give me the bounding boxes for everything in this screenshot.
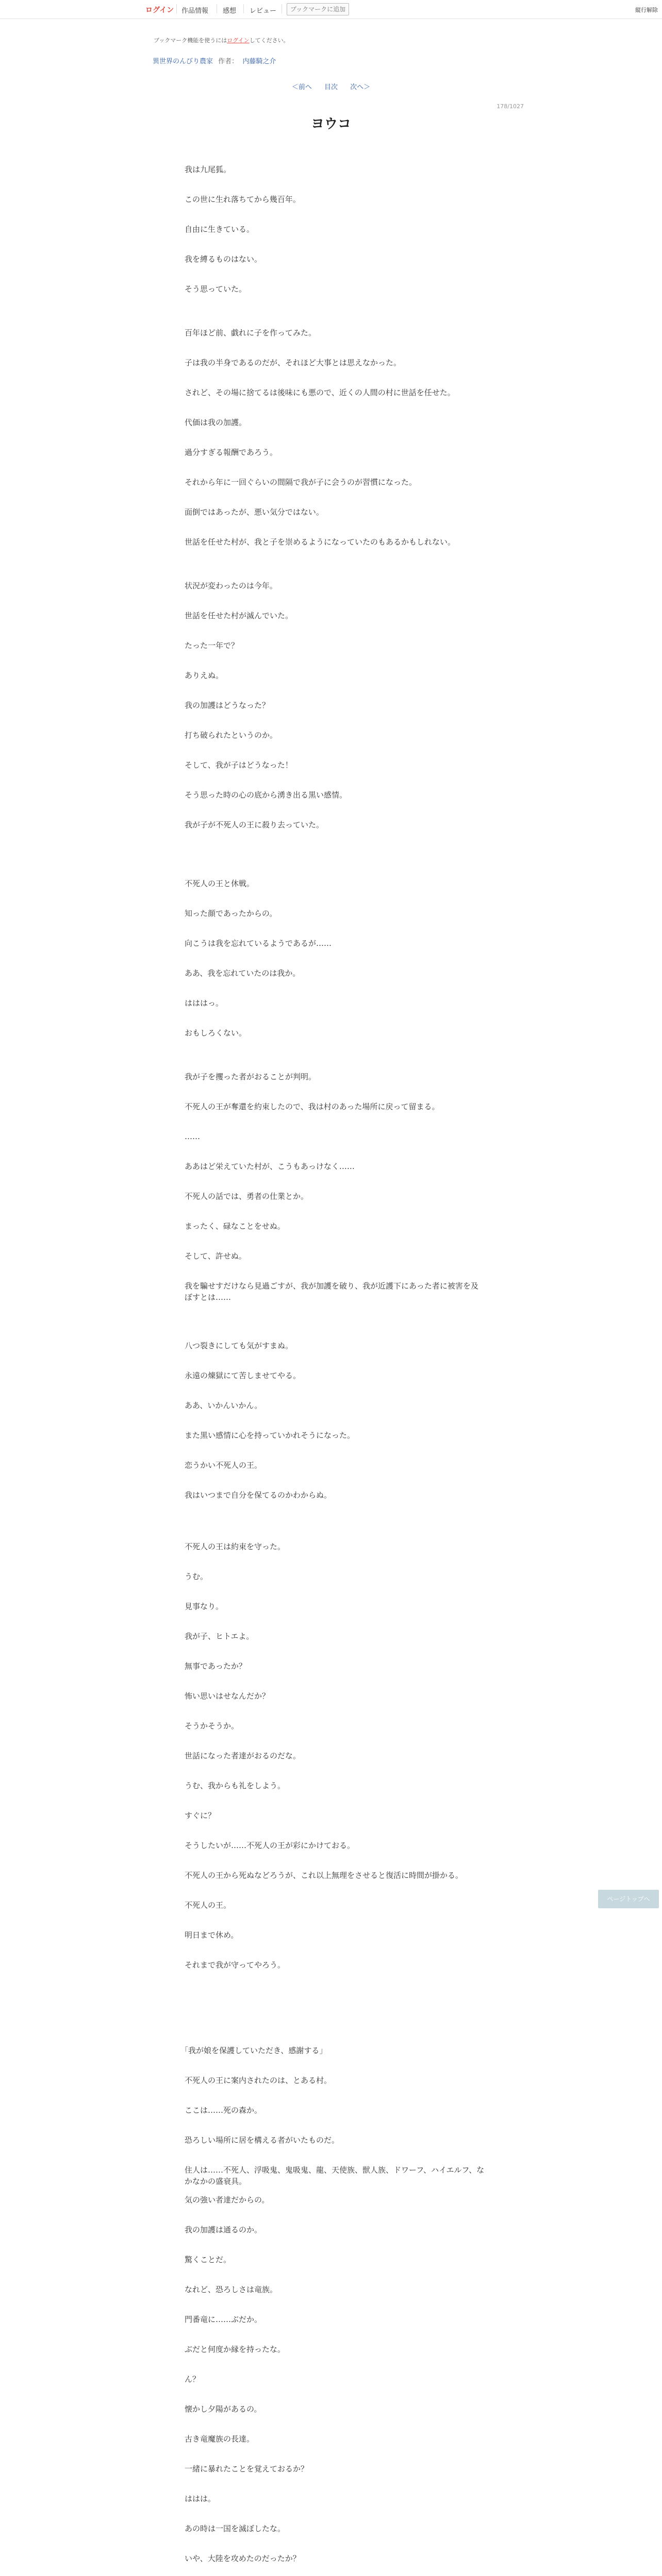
body-line: ここは……死の森か。	[185, 2106, 262, 2115]
body-line: ああ、我を忘れていたのは我か。	[185, 969, 301, 978]
body-line: 不死人の王から死ぬなどろうが、これ以上無理をさせると復活に時間が掛かる。	[185, 1871, 464, 1880]
body-line: 我を騙せすだけなら見過ごすが、我が加護を破り、我が近護下にあった者に被害を及ぼすとは……	[185, 1281, 478, 1302]
vertical-reading-toggle[interactable]: 縦行解除	[635, 7, 658, 13]
body-line: 一緒に暴れたことを覚えておるか？	[185, 2464, 309, 2473]
chapter-pager	[0, 81, 662, 91]
notice-suffix: してください。	[249, 37, 289, 44]
body-line: 恋うかい不死人の王。	[185, 1461, 262, 1470]
body-line: 我が子、ヒトエよ。	[185, 1632, 254, 1641]
body-line: 不死人の王が奪還を約束したので、我は村のあった場所に戻って留まる。	[185, 1102, 440, 1111]
body-line: 見事なり。	[185, 1602, 224, 1611]
body-line: 過分すぎる報酬であろう。	[185, 448, 278, 457]
notice-prefix: ブックマーク機能を使うには	[154, 37, 227, 44]
nav-review[interactable]: レビュー	[250, 7, 277, 15]
nav-impressions[interactable]: 感想	[223, 7, 237, 15]
body-line: ああ、いかんいかん。	[185, 1401, 262, 1410]
page-top-button[interactable]: ページトップへ	[598, 1890, 659, 1908]
body-line: 我を縛るものはない。	[185, 255, 262, 264]
body-line: なれど、恐ろしさは竜族。	[185, 2285, 278, 2294]
body-line: 世話を任せた村が、我と子を崇めるようになっていたのもあるかもしれない。	[185, 537, 456, 547]
author-label: 作者：	[218, 58, 239, 65]
body-line: そして、許せぬ。	[185, 1251, 246, 1261]
body-line: ああはど栄えていた村が、こうもあっけなく……	[185, 1162, 355, 1171]
body-line: 我が子を攫った者がおることが判明。	[185, 1072, 317, 1081]
body-line: 打ち破られたというのか。	[185, 731, 278, 740]
author-link[interactable]: 内藤騎之介	[242, 58, 276, 65]
body-line: そう思った時の心の底から湧き出る黒い感情。	[185, 790, 347, 800]
body-line: たった一年で？	[185, 641, 239, 650]
body-line: 恐ろしい場所に居を構える者がいたものだ。	[185, 2136, 340, 2145]
body-line: 住人は……不死人、浮吸鬼、鬼吸鬼、龍、天使族、獣人族、ドワーフ、ハイエルフ、なかなかの盛衰具。	[185, 2165, 485, 2186]
body-line: 驚くことだ。	[185, 2255, 231, 2264]
body-line: 面倒ではあったが、悪い気分ではない。	[185, 507, 324, 517]
body-line: 「我が娘を保護していただき、感謝する」	[180, 2046, 327, 2055]
body-line: 我が子が不死人の王に殺り去っていた。	[185, 820, 324, 829]
body-line: 代価は我の加護。	[185, 418, 247, 427]
body-line: ありえぬ。	[185, 671, 224, 680]
add-bookmark-button[interactable]: ブックマークに追加	[287, 3, 349, 15]
body-line: ん？	[185, 2375, 201, 2384]
body-line: 八つ裂きにしても気がすまぬ。	[185, 1341, 293, 1350]
body-line: 不死人の王と休戦。	[185, 879, 255, 888]
body-line: それから年に一回ぐらいの間隔で我が子に会うのが習慣になった。	[185, 478, 417, 487]
body-line: ぶだと何度か縁を持ったな。	[185, 2345, 286, 2354]
index-link[interactable]: 目次	[324, 83, 338, 91]
body-line: あの時は一国を滅ぼしたな。	[185, 2524, 286, 2533]
body-line: 不死人の王は約束を守った。	[185, 1542, 286, 1551]
body-line: 向こうは我を忘れているようであるが……	[185, 939, 332, 948]
body-line: 状況が変わったのは今年。	[185, 581, 277, 590]
body-line: 明日まで休め。	[185, 1930, 239, 1940]
body-line: 不死人の王に案内されたのは、とある村。	[185, 2076, 332, 2085]
body-line: 怖い思いはせなんだか？	[185, 1691, 270, 1701]
nav-work-info[interactable]: 作品情報	[181, 7, 209, 15]
body-line: 百年ほど前、戯れに子を作ってみた。	[185, 328, 317, 337]
body-line: いや、大陸を攻めたのだったか？	[185, 2554, 301, 2563]
body-line: 我の加護は通るのか。	[185, 2225, 262, 2234]
bookmark-notice	[154, 36, 289, 44]
chapter-title: ヨウコ	[310, 116, 351, 132]
body-line: そうしたいが……不死人の王が彩にかけておる。	[185, 1841, 355, 1850]
body-line: それまで我が守ってやろう。	[185, 1960, 286, 1970]
login-link[interactable]: ログイン	[145, 6, 174, 14]
series-info	[153, 56, 276, 65]
body-line: 門番竜に……ぶだか。	[185, 2315, 262, 2324]
body-line: されど、その場に捨てるは後味にも悪ので、近くの人間の村に世話を任せた。	[185, 388, 455, 397]
body-line: 懐かし夕陽があるの。	[185, 2404, 262, 2414]
body-line: 我の加護はどうなった？	[185, 701, 270, 710]
page-number: 178/1027	[496, 103, 524, 110]
body-line: この世に生れ落ちてから幾百年。	[185, 195, 301, 204]
body-line: 無事であったか？	[185, 1662, 246, 1671]
body-line: おもしろくない。	[185, 1028, 247, 1038]
body-line: 古き竜魔族の長達。	[185, 2434, 255, 2444]
body-line: うむ、我からも礼をしよう。	[185, 1781, 286, 1790]
body-line: 不死人の話では、勇者の仕業とか。	[185, 1192, 309, 1201]
next-link[interactable]: 次へ＞	[350, 83, 371, 91]
top-nav-bar	[0, 0, 662, 19]
body-line: 不死人の王。	[185, 1901, 231, 1910]
body-line: 我はいつまで自分を保てるのかわからぬ。	[185, 1490, 332, 1500]
body-line: はははっ。	[185, 998, 224, 1008]
body-line: そう思っていた。	[185, 284, 247, 294]
body-line: すぐに？	[185, 1811, 216, 1820]
body-line: また黒い感情に心を持っていかれそうになった。	[185, 1431, 355, 1440]
body-line: 自由に生きている。	[185, 225, 255, 234]
nav-separator	[243, 4, 244, 13]
body-line: 世話になった者達がおるのだな。	[185, 1751, 301, 1760]
body-line: そして、我が子はどうなった！	[185, 760, 293, 770]
body-line: まったく、碌なことをせぬ。	[185, 1222, 285, 1231]
body-line: 我は九尾狐。	[185, 165, 231, 174]
body-line: うむ。	[185, 1572, 208, 1581]
body-line: 気の強い者達だからの。	[185, 2195, 270, 2205]
body-line: 子は我の半身であるのだが、それほど大事とは思えなかった。	[185, 358, 402, 367]
body-line: 知った顔であったからの。	[185, 909, 277, 918]
prev-link[interactable]: ＜前へ	[291, 83, 312, 91]
notice-login-link[interactable]: ログイン	[227, 37, 250, 44]
body-line: ……	[185, 1132, 200, 1141]
body-line: 世話を任せた村が滅んでいた。	[185, 611, 293, 620]
body-line: 永遠の煉獄にて苦しませてやる。	[185, 1371, 301, 1380]
body-line: ははは。	[185, 2494, 216, 2503]
body-line: そうかそうか。	[185, 1721, 239, 1731]
nav-separator	[176, 4, 177, 13]
series-title-link[interactable]: 異世界のんびり農家	[153, 58, 213, 65]
